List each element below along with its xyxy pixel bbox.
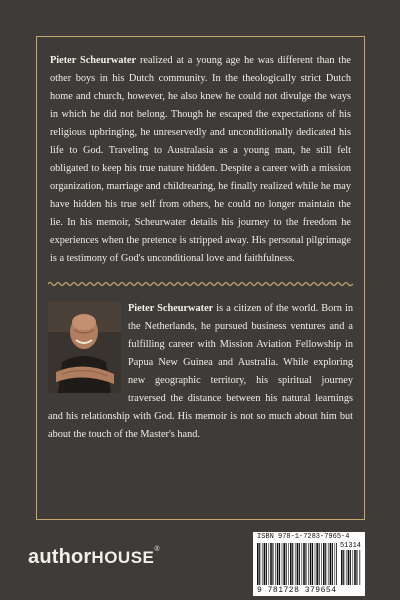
barcode-stripe bbox=[266, 543, 267, 585]
barcode-stripe bbox=[359, 550, 360, 585]
barcode-stripe bbox=[335, 543, 336, 585]
barcode-stripe bbox=[316, 543, 318, 585]
barcode-stripe bbox=[343, 550, 344, 585]
barcode-stripe bbox=[257, 543, 259, 585]
barcode-stripe bbox=[275, 543, 276, 585]
barcode-stripe bbox=[312, 543, 313, 585]
barcode-stripe bbox=[330, 543, 332, 585]
barcode-stripe bbox=[346, 550, 347, 585]
barcode-bars bbox=[257, 543, 337, 585]
ornamental-divider bbox=[48, 281, 353, 287]
barcode-stripe bbox=[303, 543, 305, 585]
barcode-stripe bbox=[315, 543, 316, 585]
barcode-stripe bbox=[288, 543, 289, 585]
publisher-logo bbox=[28, 546, 160, 569]
barcode-stripe bbox=[325, 543, 326, 585]
bio-text: is a citizen of the world. Born in the Netherlands, he pursued business ventures and a fulfilling career with Mission Aviation Fellowship in Papua New Guinea and Australia. While exploring new geographic territory, his spiritual journey traversed the distance between his natural learnings and his relationship with God. His memoir is not so much about him but about the touch of the Master's hand. bbox=[48, 303, 353, 440]
barcode-stripe bbox=[290, 543, 292, 585]
blurb-text: realized at a young age he was different than the other boys in his Dutch community. In the theologically strict Dutch home and church, however, he also knew he could not divulge the ways in which he did not belong. Though he escaped the expectations of his religious upbringing, he unreservedly and unconditionally dedicated his life to God. Traveling to Australasia as a young man, he still felt obligated to keep his true nature hidden. Despite a career with a mission organization, marriage and childrearing, he finally realized while he may have hidden his true self from others, he could no longer maintain the lie. In his memoir, Scheurwater details his journey to the freedom he experiences when the pretence is stripped away. His personal pilgrimage is a testimony of God's unconditional love and faithfulness. bbox=[50, 55, 351, 264]
blurb-author-name: Pieter Scheurwater bbox=[50, 55, 137, 66]
addon-barcode-bars bbox=[341, 550, 361, 585]
barcode-stripe bbox=[259, 543, 260, 585]
barcode-stripe bbox=[283, 543, 285, 585]
barcode-stripe bbox=[323, 543, 325, 585]
bio-author-name: Pieter Scheurwater bbox=[128, 303, 214, 314]
barcode-stripe bbox=[321, 543, 322, 585]
barcode-stripe bbox=[356, 550, 357, 585]
barcode-stripe bbox=[302, 543, 303, 585]
barcode-stripe bbox=[348, 550, 350, 585]
barcode-stripe bbox=[269, 543, 270, 585]
barcode-stripe bbox=[350, 550, 351, 585]
barcode-stripe bbox=[272, 543, 273, 585]
barcode-stripe bbox=[310, 543, 312, 585]
ean-digits: 9 781728 379654 bbox=[257, 586, 337, 595]
barcode-stripe bbox=[319, 543, 320, 585]
barcode-addon-code: 51314 bbox=[339, 542, 361, 550]
barcode-stripe bbox=[341, 550, 343, 585]
barcode-stripe bbox=[270, 543, 272, 585]
barcode-stripe bbox=[264, 543, 266, 585]
barcode-stripe bbox=[305, 543, 306, 585]
barcode-stripe bbox=[332, 543, 333, 585]
barcode-stripe bbox=[282, 543, 283, 585]
isbn-label: ISBN 978-1-7283-7965-4 bbox=[257, 533, 350, 541]
barcode-stripe bbox=[286, 543, 287, 585]
author-bio bbox=[48, 300, 353, 444]
publisher-logo-part2: HOUSE bbox=[91, 548, 155, 567]
publisher-logo-part1: author bbox=[28, 546, 92, 568]
barcode-stripe bbox=[308, 543, 309, 585]
barcode-stripe bbox=[262, 543, 263, 585]
barcode-stripe bbox=[353, 550, 354, 585]
barcode-stripe bbox=[297, 543, 299, 585]
book-blurb bbox=[50, 52, 351, 268]
barcode-stripe bbox=[336, 543, 337, 585]
barcode-stripe bbox=[292, 543, 293, 585]
registered-mark: ® bbox=[154, 546, 160, 553]
barcode-stripe bbox=[277, 543, 279, 585]
isbn-barcode bbox=[253, 532, 365, 596]
barcode-stripe bbox=[299, 543, 300, 585]
barcode-stripe bbox=[328, 543, 329, 585]
barcode-stripe bbox=[354, 550, 356, 585]
barcode-stripe bbox=[295, 543, 296, 585]
barcode-stripe bbox=[279, 543, 280, 585]
